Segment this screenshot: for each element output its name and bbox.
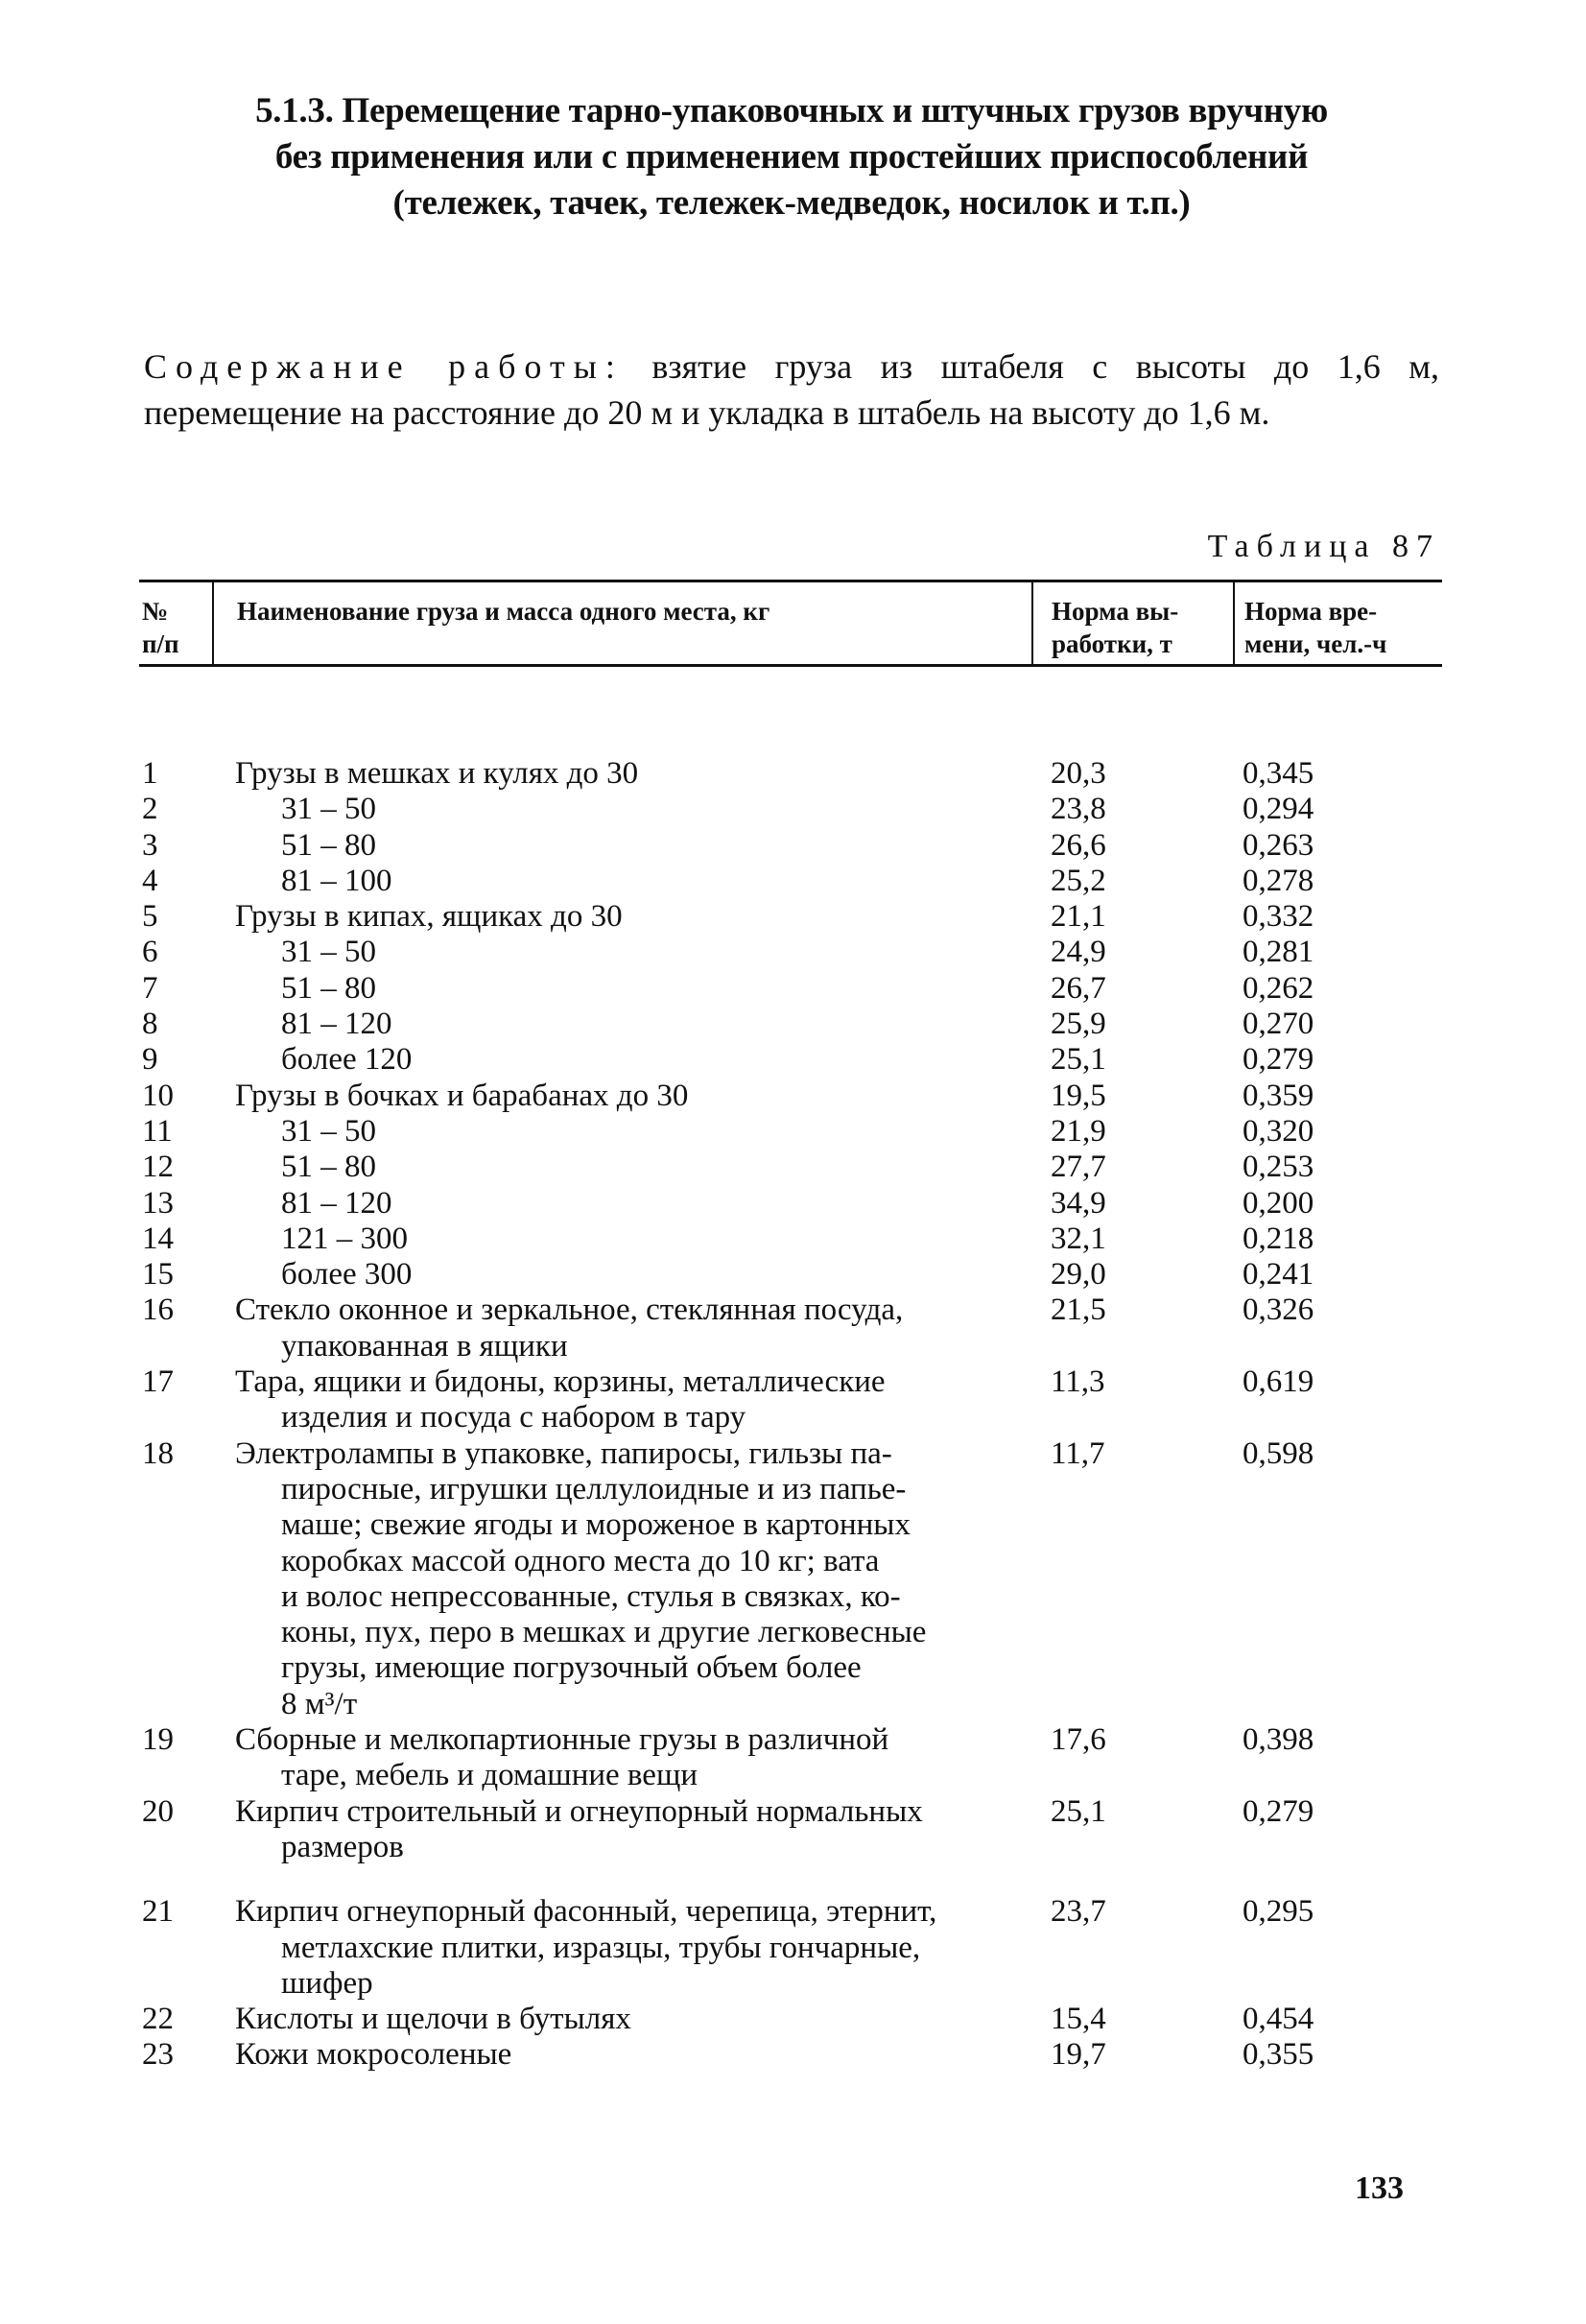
table-row xyxy=(139,1364,1442,1436)
row-number: 16 xyxy=(142,1292,174,1328)
time-norm: 0,263 xyxy=(1243,827,1314,863)
row-number: 2 xyxy=(142,792,158,827)
table-row xyxy=(139,1436,1442,1722)
cargo-name xyxy=(235,1221,1051,1257)
cargo-name xyxy=(235,1079,1051,1114)
output-norm: 19,5 xyxy=(1051,1078,1106,1113)
column-divider xyxy=(1233,581,1235,666)
time-norm: 0,326 xyxy=(1243,1292,1314,1328)
time-norm: 0,200 xyxy=(1243,1185,1314,1221)
cargo-name xyxy=(235,899,1051,935)
work-content-label: Содержание работы: xyxy=(144,347,624,386)
output-norm: 25,1 xyxy=(1051,1793,1106,1829)
cargo-name-line: Грузы в бочках и барабанах до 30 xyxy=(235,1078,689,1113)
heading-line: 5.1.3. Перемещение тарно-упаковочных и штучных грузов вручную xyxy=(255,91,1328,130)
header-output-line: Норма вы- xyxy=(1052,597,1179,626)
time-norm: 0,398 xyxy=(1243,1722,1314,1758)
output-norm: 17,6 xyxy=(1051,1722,1106,1758)
output-norm: 23,7 xyxy=(1051,1894,1106,1930)
cargo-name xyxy=(235,1186,1051,1221)
output-norm: 26,6 xyxy=(1051,827,1106,863)
cargo-name-line: Сборные и мелкопартионные грузы в различной xyxy=(235,1722,889,1758)
cargo-name-line: коны, пух, перо в мешках и другие легковесные xyxy=(281,1615,927,1650)
row-spacer xyxy=(139,1865,1442,1894)
row-number: 18 xyxy=(142,1435,174,1471)
table-row xyxy=(139,756,1442,792)
table-row xyxy=(139,1079,1442,1114)
work-content-text: взятие груза из штабеля с высоты до 1,6 м, перемещение на расстояние до 20 м и укладка в штабель на высоту до 1,6 м. xyxy=(144,347,1439,432)
table-body xyxy=(139,756,1442,2074)
cargo-name-line: 81 – 100 xyxy=(281,863,392,898)
work-content-paragraph xyxy=(144,344,1439,436)
table-row xyxy=(139,971,1442,1007)
cargo-name-line: шифер xyxy=(281,1965,373,2001)
row-number: 22 xyxy=(142,2002,174,2037)
output-norm: 21,9 xyxy=(1051,1113,1106,1149)
section-heading xyxy=(144,88,1439,226)
table-row xyxy=(139,2037,1442,2073)
cargo-name-line: более 300 xyxy=(281,1257,413,1292)
table-row xyxy=(139,935,1442,970)
time-norm: 0,332 xyxy=(1243,899,1314,935)
output-norm: 23,8 xyxy=(1051,792,1106,827)
cargo-name-line: грузы, имеющие погрузочный объем более xyxy=(281,1650,862,1686)
cargo-name-line: изделия и посуда с набором в тару xyxy=(281,1400,746,1435)
table-row xyxy=(139,1722,1442,1794)
cargo-name xyxy=(235,1722,1051,1794)
output-norm: 27,7 xyxy=(1051,1150,1106,1185)
header-time-norm xyxy=(1244,595,1386,660)
cargo-name-line: упакованная в ящики xyxy=(281,1328,568,1364)
cargo-name-line: 51 – 80 xyxy=(281,827,376,863)
cargo-name-line: 81 – 120 xyxy=(281,1185,392,1221)
cargo-name-line: Электролампы в упаковке, папиросы, гильзы па- xyxy=(235,1435,892,1471)
cargo-name-line: пиросные, игрушки целлулоидные и из папье- xyxy=(281,1471,907,1506)
row-number: 10 xyxy=(142,1078,174,1113)
time-norm: 0,281 xyxy=(1243,935,1314,970)
column-divider xyxy=(212,581,214,666)
header-time-line: Норма вре- xyxy=(1244,597,1378,626)
cargo-name xyxy=(235,1150,1051,1185)
table-row xyxy=(139,1257,1442,1292)
output-norm: 21,5 xyxy=(1051,1292,1106,1328)
output-norm: 29,0 xyxy=(1051,1257,1106,1292)
cargo-name-line: 31 – 50 xyxy=(281,1113,376,1149)
cargo-name-line: 51 – 80 xyxy=(281,970,376,1006)
cargo-name-line: 31 – 50 xyxy=(281,792,376,827)
cargo-name xyxy=(235,828,1051,864)
output-norm: 20,3 xyxy=(1051,756,1106,791)
cargo-name-line: Кислоты и щелочи в бутылях xyxy=(235,2002,631,2037)
cargo-name-line: Тара, ящики и бидоны, корзины, металлические xyxy=(235,1364,886,1400)
heading-line: без применения или с применением простейших приспособлений xyxy=(274,137,1309,177)
table-row xyxy=(139,899,1442,935)
row-number: 14 xyxy=(142,1221,174,1256)
cargo-name-line: Кирпич строительный и огнеупорный нормальных xyxy=(235,1793,923,1829)
time-norm: 0,355 xyxy=(1243,2037,1314,2073)
row-number: 8 xyxy=(142,1007,158,1042)
cargo-name-line: таре, мебель и домашние вещи xyxy=(281,1758,698,1793)
header-number-line: п/п xyxy=(142,629,179,658)
cargo-name-line: метлахские плитки, изразцы, трубы гончарные, xyxy=(281,1930,921,1965)
row-number: 17 xyxy=(142,1364,174,1400)
cargo-name-line: более 120 xyxy=(281,1042,413,1078)
cargo-name-line: Кирпич огнеупорный фасонный, черепица, этернит, xyxy=(235,1894,937,1930)
row-number: 3 xyxy=(142,827,158,863)
output-norm: 34,9 xyxy=(1051,1185,1106,1221)
time-norm: 0,295 xyxy=(1243,1894,1314,1930)
header-number-line: № xyxy=(142,597,169,626)
cargo-name-line: размеров xyxy=(281,1829,404,1864)
table-header-rule xyxy=(139,664,1442,667)
row-number: 20 xyxy=(142,1793,174,1829)
cargo-name xyxy=(235,792,1051,827)
table-row xyxy=(139,1114,1442,1150)
cargo-name-line: 121 – 300 xyxy=(281,1221,408,1256)
output-norm: 25,9 xyxy=(1051,1007,1106,1042)
output-norm: 24,9 xyxy=(1051,935,1106,970)
table-row xyxy=(139,1894,1442,2002)
output-norm: 15,4 xyxy=(1051,2002,1106,2037)
header-output-line: работки, т xyxy=(1052,629,1172,658)
table-row xyxy=(139,1007,1442,1042)
table-row xyxy=(139,1186,1442,1221)
table-row xyxy=(139,864,1442,899)
cargo-name xyxy=(235,1114,1051,1150)
time-norm: 0,262 xyxy=(1243,970,1314,1006)
header-number xyxy=(142,595,179,660)
cargo-name xyxy=(235,1436,1051,1722)
time-norm: 0,253 xyxy=(1243,1150,1314,1185)
table-row xyxy=(139,1042,1442,1078)
row-number: 15 xyxy=(142,1257,174,1292)
output-norm: 21,1 xyxy=(1051,899,1106,935)
time-norm: 0,294 xyxy=(1243,792,1314,827)
table-top-rule xyxy=(139,580,1442,582)
time-norm: 0,320 xyxy=(1243,1113,1314,1149)
table-row xyxy=(139,2002,1442,2037)
time-norm: 0,345 xyxy=(1243,756,1314,791)
cargo-name xyxy=(235,971,1051,1007)
output-norm: 32,1 xyxy=(1051,1221,1106,1256)
time-norm: 0,598 xyxy=(1243,1435,1314,1471)
row-number: 13 xyxy=(142,1185,174,1221)
time-norm: 0,359 xyxy=(1243,1078,1314,1113)
time-norm: 0,218 xyxy=(1243,1221,1314,1256)
row-number: 1 xyxy=(142,756,158,791)
header-cargo-name: Наименование груза и масса одного места, кг xyxy=(237,597,770,626)
cargo-name xyxy=(235,2002,1051,2037)
table-label: Таблица 87 xyxy=(1207,529,1440,564)
output-norm: 26,7 xyxy=(1051,970,1106,1006)
header-time-line: мени, чел.-ч xyxy=(1244,629,1387,658)
cargo-name-line: Грузы в кипах, ящиках до 30 xyxy=(235,899,623,935)
time-norm: 0,454 xyxy=(1243,2002,1314,2037)
cargo-name xyxy=(235,1364,1051,1436)
time-norm: 0,241 xyxy=(1243,1257,1314,1292)
cargo-name-line: 81 – 120 xyxy=(281,1007,392,1042)
row-number: 21 xyxy=(142,1894,174,1930)
cargo-name-line: Грузы в мешках и кулях до 30 xyxy=(235,756,639,791)
table-row xyxy=(139,1150,1442,1185)
time-norm: 0,270 xyxy=(1243,1007,1314,1042)
table-row xyxy=(139,828,1442,864)
row-number: 23 xyxy=(142,2037,174,2073)
cargo-name-line: 31 – 50 xyxy=(281,935,376,970)
heading-line: (тележек, тачек, тележек-медведок, носилок и т.п.) xyxy=(392,183,1191,223)
table-row xyxy=(139,1794,1442,1866)
time-norm: 0,278 xyxy=(1243,863,1314,898)
cargo-name xyxy=(235,935,1051,970)
row-number: 5 xyxy=(142,899,158,935)
output-norm: 25,2 xyxy=(1051,863,1106,898)
cargo-name-line: коробках массой одного места до 10 кг; вата xyxy=(281,1543,880,1578)
cargo-name xyxy=(235,1257,1051,1292)
row-number: 12 xyxy=(142,1150,174,1185)
header-output-norm xyxy=(1052,595,1178,660)
row-number: 6 xyxy=(142,935,158,970)
row-number: 19 xyxy=(142,1722,174,1758)
output-norm: 25,1 xyxy=(1051,1042,1106,1078)
cargo-name xyxy=(235,756,1051,792)
time-norm: 0,279 xyxy=(1243,1042,1314,1078)
row-number: 4 xyxy=(142,863,158,898)
cargo-name xyxy=(235,1292,1051,1364)
table-row xyxy=(139,1221,1442,1257)
cargo-name-line: и волос непрессованные, стулья в связках, ко- xyxy=(281,1578,901,1614)
row-number: 11 xyxy=(142,1113,173,1149)
output-norm: 19,7 xyxy=(1051,2037,1106,2073)
cargo-name-line: Стекло оконное и зеркальное, стеклянная посуда, xyxy=(235,1292,904,1328)
cargo-name-line: 51 – 80 xyxy=(281,1150,376,1185)
column-divider xyxy=(1031,581,1033,666)
cargo-name-line: маше; свежие ягоды и мороженое в картонных xyxy=(281,1507,911,1543)
table-row xyxy=(139,1292,1442,1364)
time-norm: 0,279 xyxy=(1243,1793,1314,1829)
cargo-name xyxy=(235,1794,1051,1866)
time-norm: 0,619 xyxy=(1243,1364,1314,1400)
row-number: 7 xyxy=(142,970,158,1006)
cargo-name xyxy=(235,1007,1051,1042)
output-norm: 11,7 xyxy=(1051,1435,1105,1471)
cargo-name xyxy=(235,1894,1051,2002)
cargo-name xyxy=(235,864,1051,899)
cargo-name-line: 8 м³/т xyxy=(281,1686,358,1721)
row-number: 9 xyxy=(142,1042,158,1078)
cargo-name xyxy=(235,1042,1051,1078)
cargo-name-line: Кожи мокросоленые xyxy=(235,2037,512,2073)
cargo-name xyxy=(235,2037,1051,2073)
page-number: 133 xyxy=(1355,2170,1404,2206)
table-row xyxy=(139,792,1442,827)
output-norm: 11,3 xyxy=(1051,1364,1105,1400)
